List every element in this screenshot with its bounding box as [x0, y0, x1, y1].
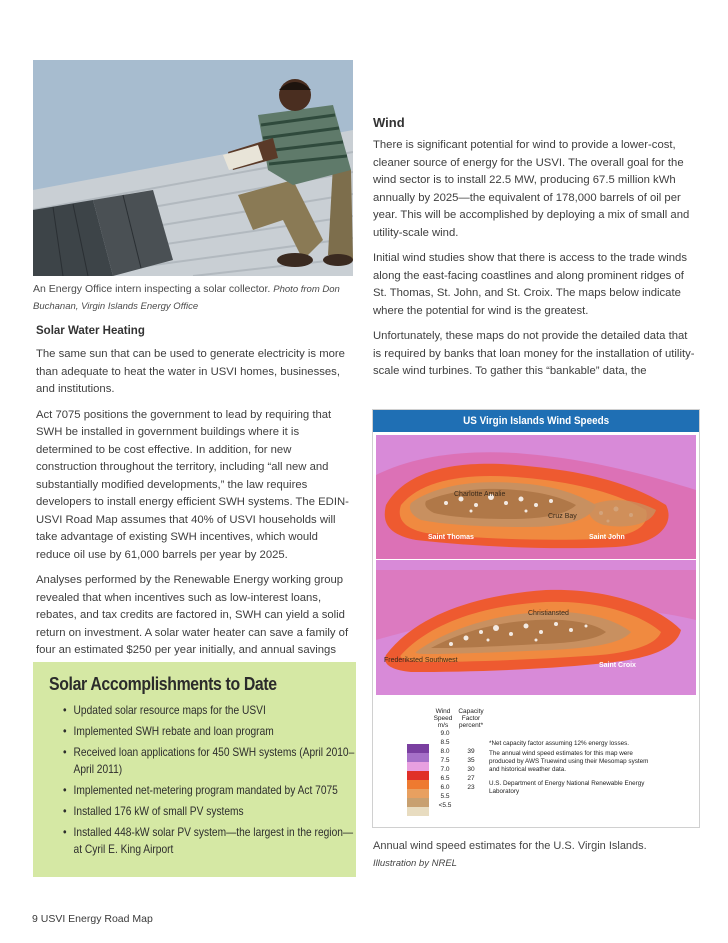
list-item-text: Implemented SWH rebate and loan program	[73, 725, 274, 738]
figure-title	[373, 410, 699, 432]
map-label-charlotte-amalie: Charlotte Amalie	[454, 491, 506, 498]
figure-title-text: US Virgin Islands Wind Speeds	[462, 415, 610, 427]
wind-heading: Wind	[373, 115, 405, 130]
legend-swatch	[407, 780, 429, 789]
legend-swatch	[407, 744, 429, 753]
map-label-cruz-bay: Cruz Bay	[548, 513, 577, 520]
legend-speed: 7.0	[440, 766, 450, 773]
paragraph: Analyses performed by the Renewable Energy working group revealed that when incentives such as low-interest loans, rebates, and tax credits are factored in, SWH can yield a solid return on investment. A solar water heater can save a family of four an estimated $250 per year initially, and annual savings	[36, 574, 349, 656]
list-item-text: Installed 448-kW solar PV system—the largest in the region—at Cyril E. King Airport	[73, 826, 354, 856]
list-item-text: Received loan applications for 450 SWH systems (April 2010–April 2011)	[73, 746, 355, 776]
solar-water-heating-heading: Solar Water Heating	[36, 325, 145, 337]
solar-collector-photo	[33, 60, 353, 276]
paragraph: Act 7075 positions the government to lead by requiring that SWH be installed in government buildings where it is determined to be cost effective. In addition, for new construction throughout the territory, including “all new and substantially modified developments,” the law requires developers to install energy efficient SWH systems. The EDIN-USVI Road Map assumes that 40% of USVI households will take advantage of existing SWH incentives, which would reduce oil use by 61,000 barrels per year by 2025.	[36, 408, 349, 561]
map-label-saint-john: Saint John	[589, 534, 625, 541]
legend-note-capacity: *Net capacity factor assuming 12% energy losses.	[489, 740, 629, 747]
list-item-text: Updated solar resource maps for the USVI	[73, 704, 266, 717]
legend-factor: 35	[467, 757, 475, 764]
map-label-frederiksted: Frederiksted Southwest	[384, 657, 458, 664]
st-croix-map	[376, 560, 696, 695]
legend-factor-header: Capacity Factor percent*	[458, 708, 484, 729]
list-item: • Implemented net-metering program mandated by Act 7075	[63, 784, 338, 797]
paragraph: There is significant potential for wind to provide a lower-cost, cleaner source of energy for the USVI. The overall goal for the wind sector is to install 22.5 MW, producing 67.5 million kWh annually by 2025—the equivalent of 178,000 barrels of oil per year. This will be accomplished by deploying a mix of small and utility-scale wind.	[373, 139, 690, 239]
legend-speed: 6.5	[440, 775, 450, 782]
map-label-christiansted: Christiansted	[528, 610, 569, 617]
page-footer: 9 USVI Energy Road Map	[32, 913, 153, 925]
legend-speed: <5.5	[438, 802, 452, 809]
list-item-text: Implemented net-metering program mandated by Act 7075	[73, 784, 338, 797]
accomplishments-list	[63, 702, 353, 862]
list-item: • Updated solar resource maps for the USVI	[63, 704, 266, 717]
figure-caption-text: Annual wind speed estimates for the U.S. Virgin Islands.	[373, 840, 647, 852]
solar-accomplishments-box	[33, 662, 356, 877]
legend-factor: 27	[467, 775, 475, 782]
legend-swatch	[407, 789, 429, 798]
figure-caption	[373, 838, 699, 872]
legend-speed: 8.5	[440, 739, 450, 746]
legend-note-source: The annual wind speed estimates for this map were produced by AWS Truewind using their Mesomap system and historical weather data.	[489, 750, 649, 773]
legend-swatch	[407, 753, 429, 762]
legend-swatch	[407, 807, 429, 816]
wind-speed-legend	[373, 700, 699, 826]
list-item: • Received loan applications for 450 SWH systems (April 2010–April 2011)	[63, 746, 355, 776]
accomplishments-title: Solar Accomplishments to Date	[49, 674, 277, 694]
solar-water-heating-body	[36, 346, 354, 685]
list-item: • Installed 176 kW of small PV systems	[63, 805, 244, 818]
map-label-saint-croix: Saint Croix	[599, 662, 636, 669]
legend-factor: 23	[467, 784, 475, 791]
legend-swatch	[407, 771, 429, 780]
legend-speed: 7.5	[440, 757, 450, 764]
legend-factor: 39	[467, 748, 475, 755]
paragraph: Initial wind studies show that there is access to the trade winds along the east-facing coastlines and along prominent ridges of St. Thomas, St. John, and St. Croix. The maps below indicate where the potential for wind is the greatest.	[373, 252, 687, 317]
legend-factor: 30	[467, 766, 475, 773]
wind-speed-figure	[372, 409, 700, 828]
legend-swatch	[407, 735, 429, 744]
figure-credit: Illustration by NREL	[373, 858, 457, 869]
legend-swatch	[407, 762, 429, 771]
legend-speed: 9.0	[440, 730, 450, 737]
paragraph: Unfortunately, these maps do not provide the detailed data that is required by banks that loan money for the installation of utility-scale wind turbines. To gather this “bankable” data, the	[373, 330, 695, 377]
legend-speed-header: Wind Speed m/s	[433, 708, 453, 729]
photo-credit: Photo from Don Buchanan, Virgin Islands Energy Office	[33, 284, 340, 312]
photo-caption-text: An Energy Office intern inspecting a solar collector.	[33, 283, 271, 295]
st-thomas-st-john-map	[376, 435, 696, 559]
legend-speed: 5.5	[440, 793, 450, 800]
list-item: • Implemented SWH rebate and loan program	[63, 725, 274, 738]
legend-note-agency: U.S. Department of Energy National Renewable Energy Laboratory	[489, 780, 645, 795]
legend-speed: 6.0	[440, 784, 450, 791]
list-item-text: Installed 176 kW of small PV systems	[73, 805, 244, 818]
legend-speed: 8.0	[440, 748, 450, 755]
list-item: • Installed 448-kW solar PV system—the largest in the region—at Cyril E. King Airport	[63, 826, 354, 856]
paragraph: The same sun that can be used to generate electricity is more than adequate to heat the water in USVI homes, businesses, and institutions.	[36, 348, 345, 395]
wind-body	[373, 137, 698, 389]
legend-swatch	[407, 798, 429, 807]
photo-caption	[33, 281, 355, 315]
map-label-saint-thomas: Saint Thomas	[428, 534, 474, 541]
